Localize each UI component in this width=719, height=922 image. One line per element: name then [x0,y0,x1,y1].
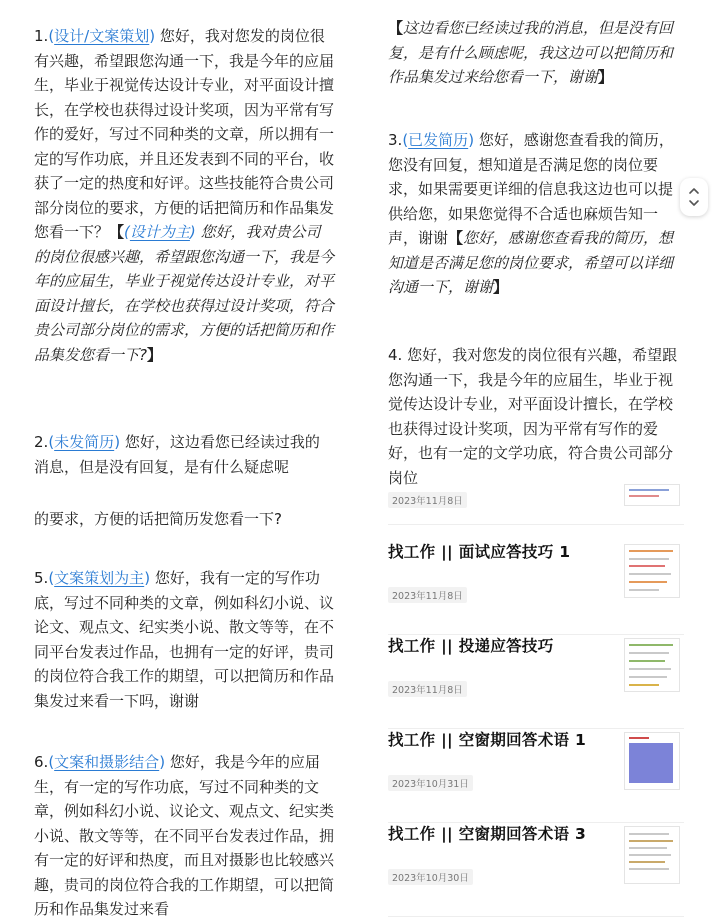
article-title: 找工作 || 空窗期回答术语 1 [388,731,587,749]
template-text: 您好，我是今年的应届生，有一定的写作功底，写过不同种类的文章，例如科幻小说、议论文、观点文、纪实类小说、散文等等，在不同平台发表过作品，拥有一定的好评和热度，而且对摄影也比较感兴趣，贵司的岗位符合我的工作期望，可以把简历和作品集发过来看 [34,753,335,918]
article-date: 2023年10月31日 [388,775,473,791]
item-number: 1. [34,27,49,45]
category-tag[interactable]: 设计/文案策划 [54,27,150,45]
article-title: 找工作 || 投递应答技巧 [388,637,554,655]
scroll-control[interactable] [680,178,708,216]
template-text: 您好，我对您发的岗位很有兴趣，希望跟您沟通一下，我是今年的应届生，毕业于视觉传达设计专业，对平面设计擅长，在学校也获得过设计奖项，因为平常有写作的爱好，写过不同种类的文章，所以拥有一定的写作功底，并且还发表到不同的平台，收获了一定的热度和好评。这些技能符合贵公司部分岗位的要求，方便的话把简历和作品集发您看一下？ [34,27,335,241]
category-tag[interactable]: 设计为主 [129,223,190,241]
article-thumbnail [624,544,680,598]
reply-template-4: 4. 您好，我对您发的岗位很有兴趣，希望跟您沟通一下，我是今年的应届生，毕业于视觉传达设计专业，对平面设计擅长，在学校也获得过设计奖项，因为平常有写作的爱好，也有一定的文学功底，符合贵公司部分岗位 [388,346,678,487]
article-card[interactable] [388,822,684,917]
category-tag[interactable]: 文案策划为主 [54,569,145,587]
article-date: 2023年11月8日 [388,681,467,697]
reply-template-6: 6.(文案和摄影结合) 您好，我是今年的应届生，有一定的写作功底，写过不同种类的文章，例如科幻小说、议论文、观点文、纪实类小说、散文等等，在不同平台发表过作品，拥有一定的好评和热度，而且对摄影也比较感兴趣，贵司的岗位符合我的工作期望，可以把简历和作品集发过来看 [34,753,335,918]
article-card[interactable] [388,728,684,823]
reply-template-5: 5.(文案策划为主) 您好，我有一定的写作功底，写过不同种类的文章，例如科幻小说、议论文、观点文、纪实类小说、散文等等，在不同平台发表过作品，也拥有一定的好评，贵司的岗位符合我工作的期望，可以把简历和作品集发过来看一下吗，谢谢 [34,569,335,710]
clipped-section [388,343,684,487]
text-fragment: 的要求，方便的话把简历发您看一下? [34,510,282,528]
template-text: 您好，感谢您查看我的简历，您没有回复，想知道是否满足您的岗位要求，如果需要更详细的信息我这边也可以提供给您，如果您觉得不合适也麻烦告知一声，谢谢 [388,131,674,247]
clipped-section [34,430,334,476]
article-title: 找工作 || 面试应答技巧 1 [388,543,571,561]
reply-template-2: 2.(未发简历) 您好，这边看您已经读过我的消息，但是没有回复，是有什么疑虑呢 [34,433,320,476]
article-card[interactable] [388,634,684,729]
quote-text: 【这边看您已经读过我的消息，但是没有回复，是有什么顾虑呢，我这边可以把简历和作品集发过来给您看一下，谢谢】 [388,19,674,86]
template-text: 您好，我对您发的岗位很有兴趣，希望跟您沟通一下，我是今年的应届生，毕业于视觉传达设计专业，对平面设计擅长，在学校也获得过设计奖项，因为平常有写作的爱好，也有一定的文学功底，符合贵公司部分岗位 [388,346,678,487]
article-thumbnail [624,826,680,884]
reply-template-3: 3.(已发简历) 您好，感谢您查看我的简历，您没有回复，想知道是否满足您的岗位要求，如果需要更详细的信息我这边也可以提供给您，如果您觉得不合适也麻烦告知一声，谢谢【您好，感谢您查看我的简历，想知道是否满足您的岗位要求，希望可以详细沟通一下，谢谢】 [388,131,674,296]
article-date: 2023年11月8日 [388,492,467,508]
article-date: 2023年10月30日 [388,869,473,885]
article-thumbnail [624,638,680,692]
chevron-up-down-icon [688,184,700,210]
alt-template-text: 您好，我对贵公司的岗位很感兴趣，希望跟您沟通一下，我是今年的应届生，毕业于视觉传达设计专业，对平面设计擅长，在学校也获得过设计奖项，符合贵公司部分岗位的需求，方便的话把简历和作品集发您看一下? [34,223,335,364]
template-text: 您好，我有一定的写作功底，写过不同种类的文章，例如科幻小说、议论文、观点文、纪实类小说、散文等等，在不同平台发表过作品，也拥有一定的好评，贵司的岗位符合我工作的期望，可以把简历和作品集发过来看一下吗，谢谢 [34,569,335,710]
category-tag[interactable]: 文案和摄影结合 [54,753,160,771]
article-thumbnail [624,484,680,506]
left-panel [0,0,360,918]
template-text: 您好，这边看您已经读过我的消息，但是没有回复，是有什么疑虑呢 [34,433,320,476]
article-card[interactable] [388,484,684,525]
article-date: 2023年11月8日 [388,587,467,603]
article-thumbnail [624,732,680,790]
reply-template-1: 1.(设计/文案策划) 您好，我对您发的岗位很有兴趣，希望跟您沟通一下，我是今年的应届生，毕业于视觉传达设计专业，对平面设计擅长，在学校也获得过设计奖项，因为平常有写作的爱好，写过不同种类的文章，所以拥有一定的写作功底，并且还发表到不同的平台，收获了一定的热度和好评。这些技能符合贵公司部分岗位的要求，方便的话把简历和作品集发您看一下？【(设计为主) 您好，我对贵公司的岗位很感兴趣，希望跟您沟通一下，我是今年的应届生，毕业于视觉传达设计专业，对平面设计擅长，在学校也获得过设计奖项，符合贵公司部分岗位的需求，方便的话把简历和作品集发您看一下?】 [34,27,335,364]
alt-template-text: 您好，感谢您查看我的简历，想知道是否满足您的岗位要求，希望可以详细沟通一下，谢谢 [388,229,674,296]
category-tag[interactable]: 已发简历 [408,131,469,149]
category-tag[interactable]: 未发简历 [54,433,115,451]
article-title: 找工作 || 空窗期回答术语 3 [388,825,587,843]
article-card[interactable] [388,540,684,635]
clipped-section [34,750,335,918]
